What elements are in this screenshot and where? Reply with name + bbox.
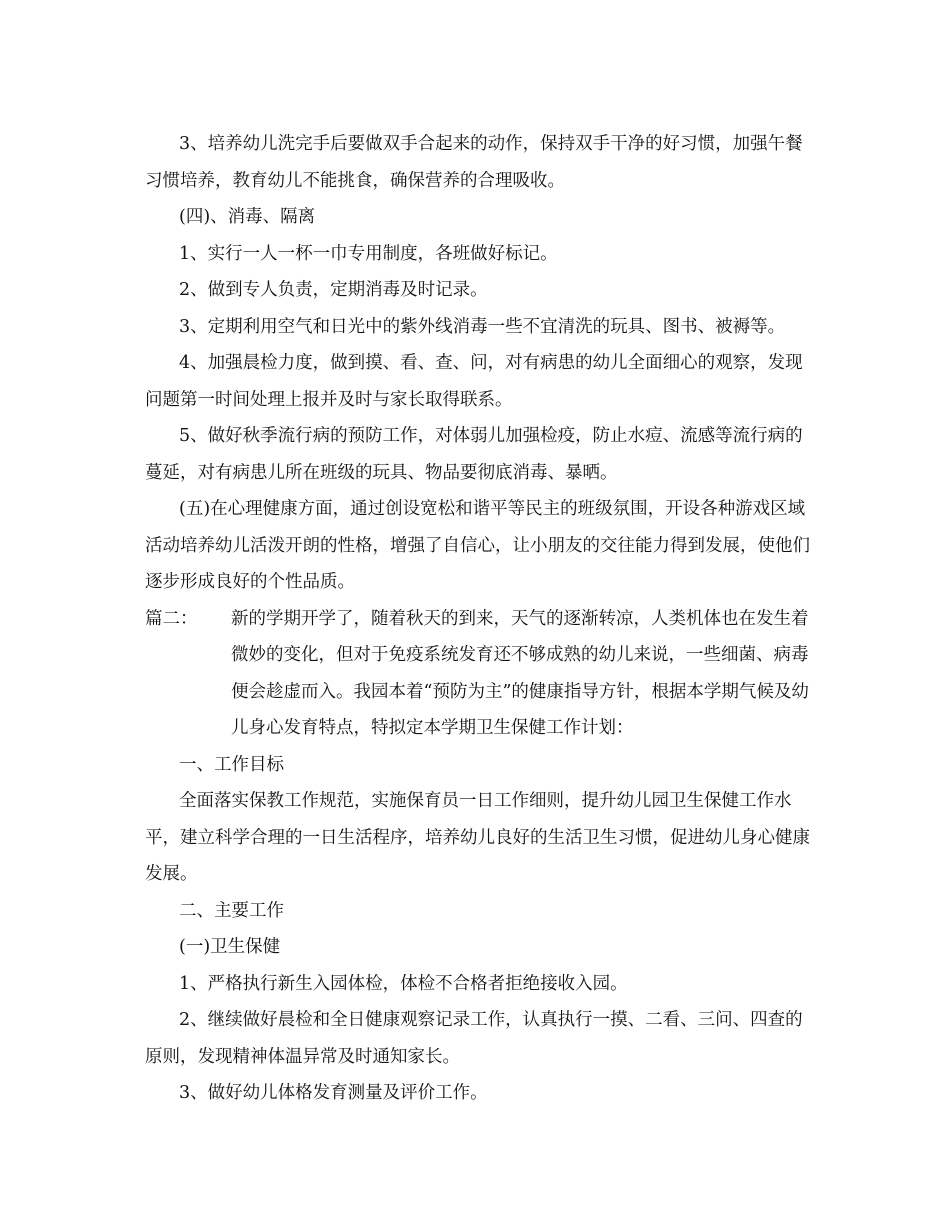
heading-main-work: 二、主要工作 bbox=[179, 900, 284, 921]
paragraph-responsible-person: 2、做到专人负责，定期消毒及时记录。 bbox=[179, 280, 488, 300]
section-two-label: 篇二： bbox=[145, 608, 198, 629]
paragraph-hygiene-habits: 3、培养幼儿洗完手后要做双手合起来的动作，保持双手干净的好习惯，加强午餐习惯培养，教育幼儿不能挑食，确保营养的合理吸收。 bbox=[145, 134, 803, 191]
paragraph-cup-towel: 1、实行一人一杯一巾专用制度，各班做好标记。 bbox=[179, 243, 558, 264]
paragraph-uv-disinfection: 3、定期利用空气和日光中的紫外线消毒一些不宜清洗的玩具、图书、被褥等。 bbox=[179, 316, 786, 337]
paragraph-morning-check: 4、加强晨检力度，做到摸、看、查、问，对有病患的幼儿全面细心的观察，发现问题第一时间处理上报并及时与家长取得联系。 bbox=[145, 353, 803, 410]
document-body bbox=[145, 126, 810, 1112]
paragraph-growth-measurement: 3、做好幼儿体格发育测量及评价工作。 bbox=[179, 1083, 488, 1103]
heading-disinfection: (四)、消毒、隔离 bbox=[179, 207, 316, 227]
paragraph-mental-health: (五)在心理健康方面，通过创设宽松和谐平等民主的班级氛围，开设各种游戏区域活动培养幼儿活泼开朗的性格，增强了自信心，让小朋友的交往能力得到发展，使他们逐步形成良好的个性品质。 bbox=[145, 499, 810, 592]
paragraph-autumn-prevention: 5、做好秋季流行病的预防工作，对体弱儿加强检疫，防止水痘、流感等流行病的蔓延，对有病患儿所在班级的玩具、物品要彻底消毒、暴晒。 bbox=[145, 426, 803, 483]
section-two-intro bbox=[145, 601, 810, 747]
paragraph-work-goals: 全面落实保教工作规范，实施保育员一日工作细则，提升幼儿园卫生保健工作水平，建立科学合理的一日生活程序，培养幼儿良好的生活卫生习惯，促进幼儿身心健康发展。 bbox=[145, 791, 810, 884]
heading-health-care: (一)卫生保健 bbox=[179, 937, 281, 957]
paragraph-health-observation: 2、继续做好晨检和全日健康观察记录工作，认真执行一摸、二看、三问、四查的原则，发现精神体温异常及时通知家长。 bbox=[145, 1010, 803, 1067]
section-two-text: 新的学期开学了，随着秋天的到来，天气的逐渐转凉，人类机体也在发生着微妙的变化，但对于免疫系统发育还不够成熟的幼儿来说，一些细菌、病毒便会趁虚而入。我园本着“预防为主”的健康指导方针，根据本学期气候及幼儿身心发育特点，特拟定本学期卫生保健工作计划： bbox=[231, 608, 809, 738]
heading-work-goals: 一、工作目标 bbox=[179, 754, 284, 775]
paragraph-new-student-check: 1、严格执行新生入园体检，体检不合格者拒绝接收入园。 bbox=[179, 973, 628, 994]
